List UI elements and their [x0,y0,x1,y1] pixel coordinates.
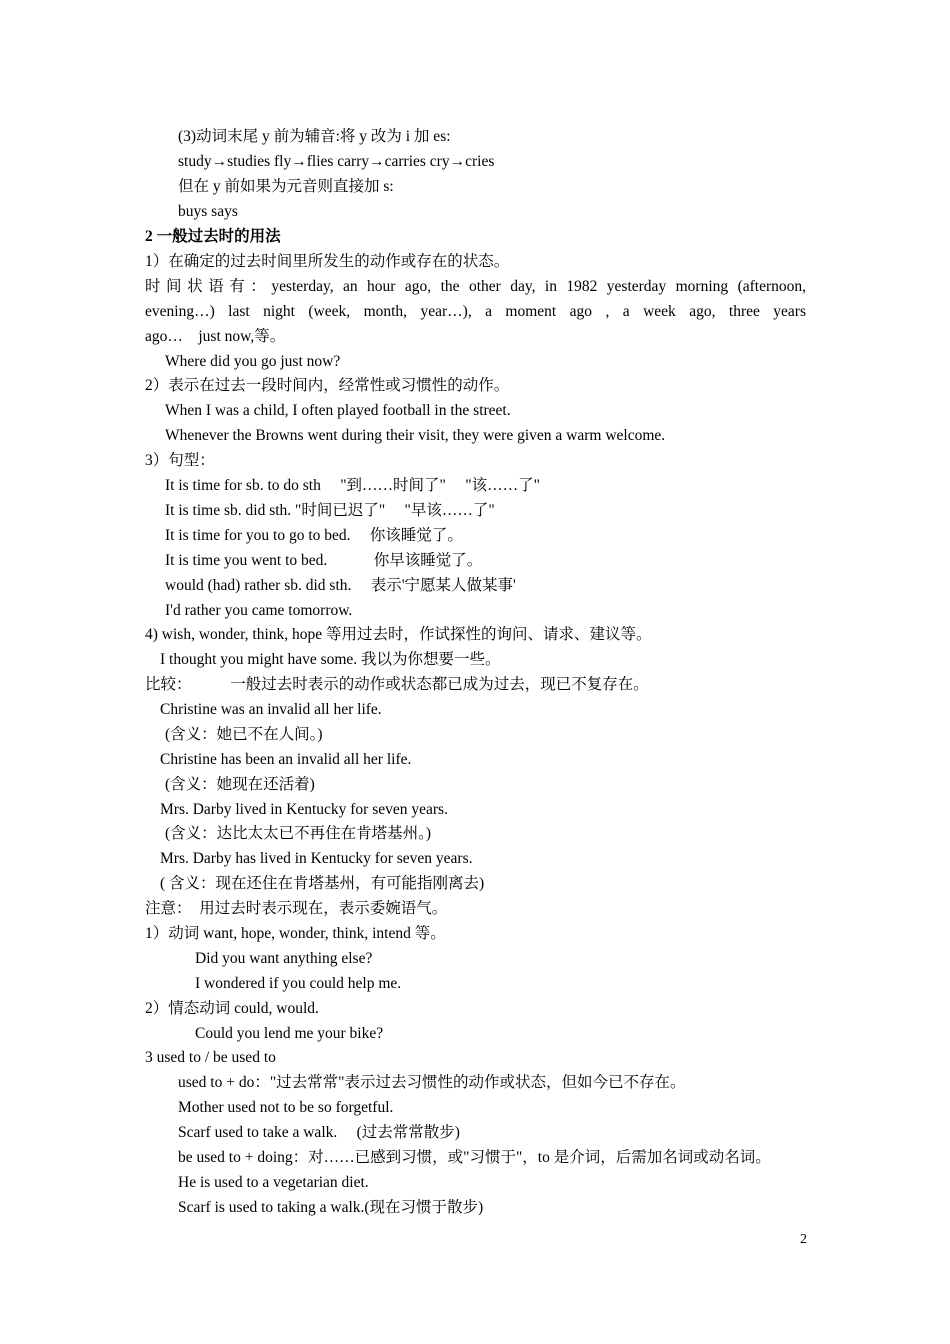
text-line: Mrs. Darby has lived in Kentucky for seven years. [160,850,473,867]
text-line: It is time for you to go to bed. 你该睡觉了。 [165,527,463,544]
text-line: I wondered if you could help me. [195,975,402,992]
text-line: It is time sb. did sth. "时间已迟了" "早该……了" [165,502,495,519]
text-line: 注意： 用过去时表示现在，表示委婉语气。 [145,900,448,917]
text-line: 比较： 一般过去时表示的动作或状态都已成为过去，现已不复存在。 [145,676,649,693]
text-line: Did you want anything else? [195,950,373,967]
text-line: Christine has been an invalid all her life. [160,751,412,768]
text-line: 4) wish, wonder, think, hope 等用过去时，作试探性的询问、请求、建议等。 [145,626,652,643]
text-line: (含义：她现在还活着) [165,776,315,793]
text-line: 1）动词 want, hope, wonder, think, intend 等。 [145,925,446,942]
text-line: would (had) rather sb. did sth. 表示'宁愿某人做某事' [165,577,516,594]
text-line: Where did you go just now? [165,353,341,370]
text-line: Mother used not to be so forgetful. [178,1099,394,1116]
text-line: Whenever the Browns went during their visit, they were given a warm welcome. [165,427,666,444]
text-line: 2）表示在过去一段时间内，经常性或习惯性的动作。 [145,377,510,394]
text-line: Scarf is used to taking a walk.(现在习惯于散步) [178,1199,484,1216]
text-line: I thought you might have some. 我以为你想要一些。 [160,651,501,668]
page-number: 2 [800,1232,807,1247]
text-line: Mrs. Darby lived in Kentucky for seven years. [160,801,448,818]
text-line: 但在 y 前如果为元音则直接加 s: [178,178,394,195]
text-line: ago… just now,等。 [145,328,286,345]
text-line: 3 used to / be used to [145,1049,276,1066]
section-heading: 2 一般过去时的用法 [145,228,281,245]
text-line: 时间状语有：yesterday, an hour ago, the other day, in 1982 yesterday morning (afternoon, [145,278,806,295]
text-line: It is time for sb. to do sth "到……时间了" "该……了" [165,477,540,494]
text-line: evening…) last night (week, month, year…), a moment ago , a week ago, three years [145,303,806,320]
text-line: ( 含义：现在还住在肯塔基州，有可能指刚离去) [160,875,485,892]
text-line: He is used to a vegetarian diet. [178,1174,369,1191]
text-line: I'd rather you came tomorrow. [165,602,353,619]
text-line: 2）情态动词 could, would. [145,1000,319,1017]
text-line: (含义：达比太太已不再住在肯塔基州。) [165,825,432,842]
text-line: study→studies fly→flies carry→carries cry→cries [178,153,495,170]
text-line: (含义：她已不在人间。) [165,726,323,743]
text-line: used to + do："过去常常"表示过去习惯性的动作或状态，但如今已不存在。 [178,1074,686,1091]
text-line: 1）在确定的过去时间里所发生的动作或存在的状态。 [145,253,510,270]
text-line: When I was a child, I often played football in the street. [165,402,511,419]
text-line: Scarf used to take a walk. (过去常常散步) [178,1124,460,1141]
text-line: Christine was an invalid all her life. [160,701,382,718]
text-line: It is time you went to bed. 你早该睡觉了。 [165,552,483,569]
text-line: buys says [178,203,238,220]
text-line: Could you lend me your bike? [195,1025,384,1042]
text-line: be used to + doing：对……已感到习惯，或"习惯于"，to 是介词，后需加名词或动名词。 [178,1149,771,1166]
text-line: (3)动词末尾 y 前为辅音:将 y 改为 i 加 es: [178,128,451,145]
text-line: 3）句型： [145,452,215,469]
